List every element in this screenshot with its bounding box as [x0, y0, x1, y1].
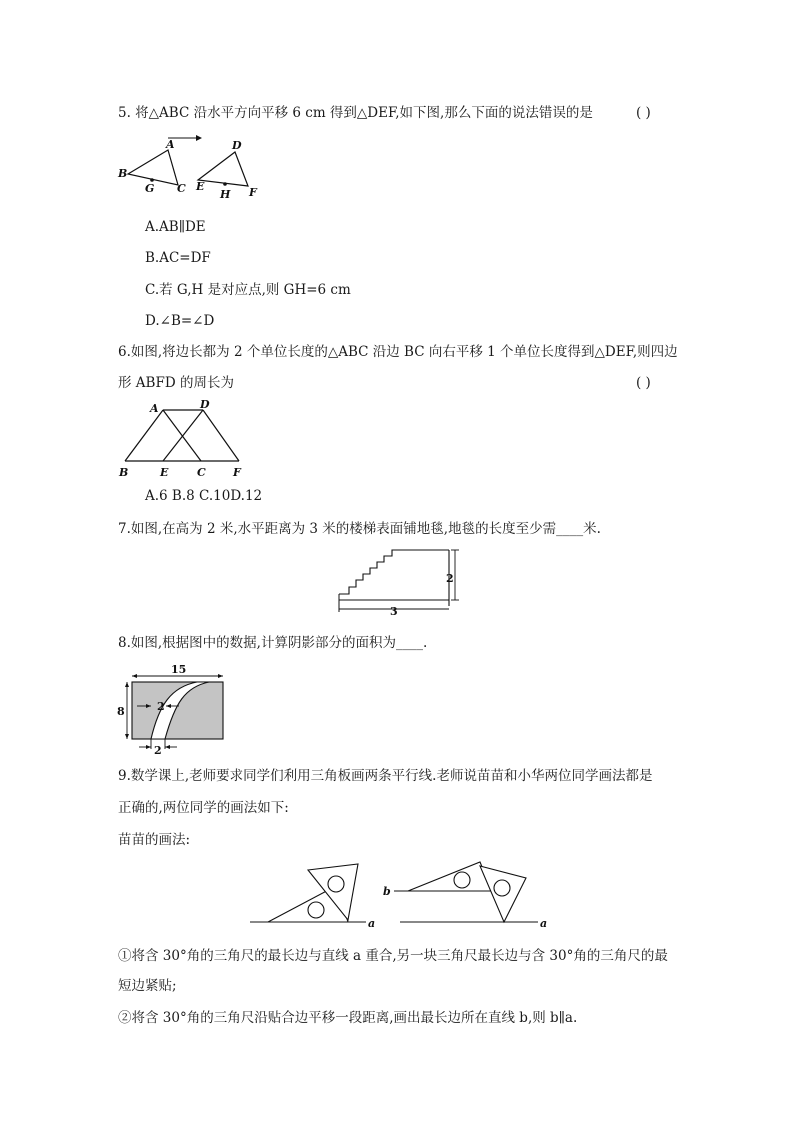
q9-figure-right [380, 858, 550, 930]
set-square-30-right [408, 862, 492, 891]
q6-options: A.6 B.8 C.10D.12 [145, 488, 263, 504]
label-f: F [249, 186, 257, 199]
label-c: C [197, 466, 206, 479]
q5-option-d: D.∠B=∠D [145, 313, 215, 329]
arrow-head-icon [196, 135, 202, 141]
label-a-left: a [368, 917, 376, 930]
label-15: 15 [171, 663, 187, 676]
label-c: C [177, 182, 186, 195]
set-square-hole-1 [308, 902, 324, 918]
label-e: E [196, 180, 205, 193]
label-2-middle: 2 [157, 700, 165, 713]
label-8: 8 [117, 705, 125, 718]
set-square-hole-3 [454, 872, 470, 888]
point-h [223, 182, 227, 186]
q8-figure [115, 663, 230, 755]
q5-stem: 5. 将△ABC 沿水平方向平移 6 cm 得到△DEF,如下图,那么下面的说法错误的是 [118, 105, 593, 121]
q6-stem-line2: 形 ABFD 的周长为 [118, 375, 234, 391]
q6-answer-paren: ( ) [636, 375, 651, 391]
arrow-down-icon [125, 734, 129, 739]
bottom-arrow-left-icon [165, 745, 170, 749]
label-d: D [232, 139, 242, 152]
label-a: A [150, 402, 159, 415]
label-b: B [118, 167, 128, 180]
label-b: b [383, 885, 391, 898]
height-label: 2 [446, 572, 454, 585]
q8-stem: 8.如图,根据图中的数据,计算阴影部分的面积为____. [118, 635, 428, 651]
set-square-hole-4 [494, 880, 510, 896]
label-a-right: a [540, 917, 548, 930]
set-square-hole-2 [328, 876, 344, 892]
q9-step2 [118, 1009, 577, 1027]
q5-option-a: A.AB∥DE [145, 219, 206, 235]
label-a: A [166, 138, 175, 151]
q5-option-c: C.若 G,H 是对应点,则 GH=6 cm [145, 282, 351, 298]
q9-step1-line2: 短边紧贴; [118, 978, 177, 994]
segment-ab [125, 410, 163, 461]
q9-step1-line1 [118, 947, 668, 965]
q7-stem: 7.如图,在高为 2 米,水平距离为 3 米的楼梯表面铺地毯,地毯的长度至少需____米. [118, 521, 601, 537]
q5-answer-paren: ( ) [636, 105, 651, 121]
step-1-text: 将含 30°角的三角尺的最长边与直线 a 重合,另一块三角尺最长边与含 30°角的三角尺的最 [131, 948, 668, 964]
q9-figure-left [248, 858, 378, 930]
arrow-up-icon [125, 682, 129, 687]
arrow-left-icon [132, 674, 137, 678]
q7-stairs-figure [335, 548, 465, 618]
label-d: D [200, 398, 210, 411]
q9-subtitle: 苗苗的画法: [118, 832, 191, 848]
q6-figure [115, 398, 255, 482]
q6-stem-line1: 6.如图,将边长都为 2 个单位长度的△ABC 沿边 BC 向右平移 1 个单位长度得到△DEF,则四边 [118, 344, 678, 360]
arrow-right-icon [218, 674, 223, 678]
label-2-bottom: 2 [154, 744, 162, 757]
stairs-outline [339, 550, 449, 594]
label-e: E [160, 466, 169, 479]
q5-figure [110, 130, 270, 205]
step-2-text: 将含 30°角的三角尺沿贴合边平移一段距离,画出最长边所在直线 b,则 b∥a. [131, 1010, 578, 1026]
label-b: B [119, 466, 129, 479]
label-f: F [233, 466, 241, 479]
step-2-marker: ② [118, 1010, 132, 1026]
q5-option-b: B.AC=DF [145, 250, 211, 266]
triangle-def [198, 152, 248, 186]
label-g: G [145, 182, 155, 195]
step-1-marker: ① [118, 948, 132, 964]
bottom-arrow-right-icon [146, 745, 151, 749]
q9-stem-line2: 正确的,两位同学的画法如下: [118, 800, 289, 816]
q9-stem-line1: 9.数学课上,老师要求同学们利用三角板画两条平行线.老师说苗苗和小华两位同学画法都是 [118, 768, 653, 784]
width-label: 3 [390, 605, 398, 618]
segment-df [203, 410, 239, 461]
label-h: H [220, 188, 231, 201]
